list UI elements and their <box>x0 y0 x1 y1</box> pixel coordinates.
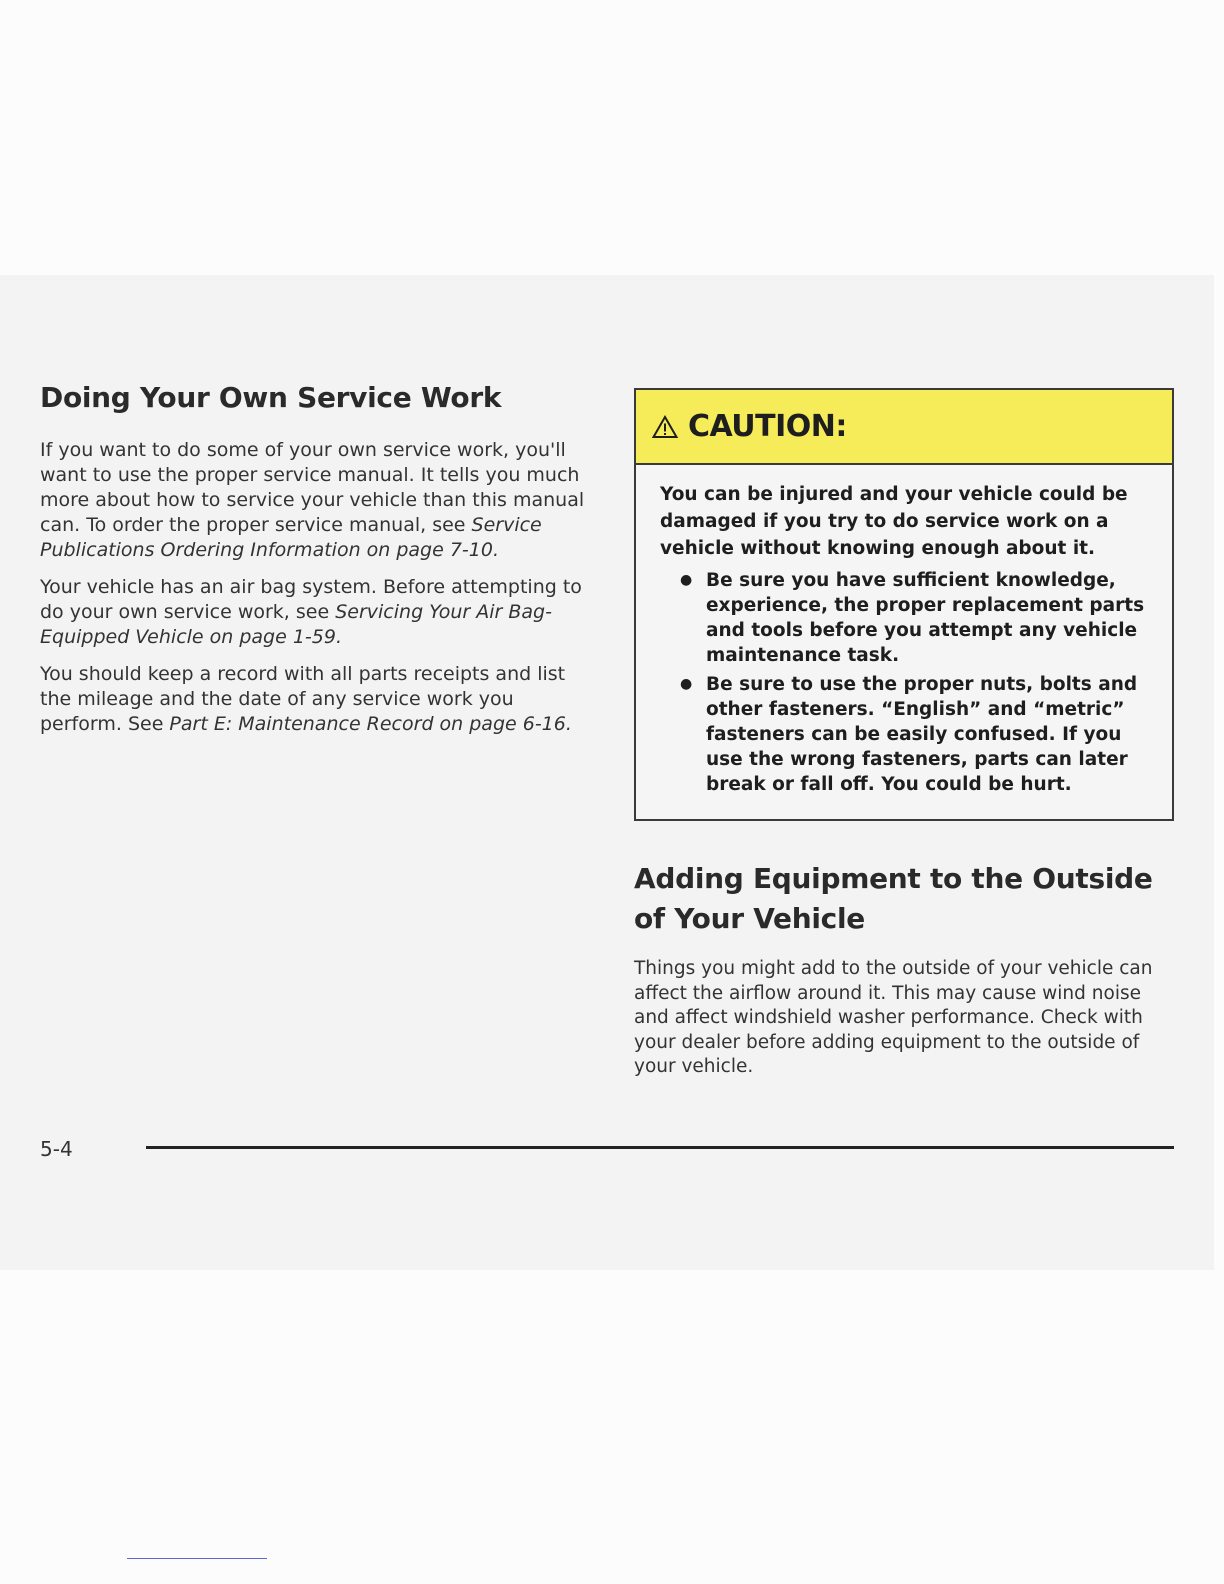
cross-reference-link[interactable]: Part E: Maintenance Record on page 6-16. <box>169 713 572 735</box>
section-heading-service-work: Doing Your Own Service Work <box>40 381 502 414</box>
cross-reference-link[interactable]: Service Publications Ordering Information on page 7-10. <box>40 514 542 561</box>
cross-reference-link[interactable]: Servicing Your Air Bag-Equipped Vehicle on page 1-59. <box>40 601 552 648</box>
section-heading-adding-equipment: Adding Equipment to the Outside of Your Vehicle <box>634 862 1153 935</box>
caution-list-item <box>660 568 1150 668</box>
warning-triangle-icon <box>652 415 678 439</box>
paragraph-record <box>40 662 595 737</box>
left-column <box>40 378 595 749</box>
caution-title: CAUTION: <box>688 409 847 444</box>
caution-box <box>634 388 1174 821</box>
paragraph-text: Your vehicle has an air bag system. Before attempting to do your own service work, see <box>40 576 582 623</box>
caution-item-text: Be sure to use the proper nuts, bolts and other fasteners. “English” and “metric” fasteners can be easily confused. If you use the wrong fasteners, parts can later break or fall off. You could be hurt. <box>706 674 1138 795</box>
bullet-icon: ● <box>680 676 693 692</box>
caution-body <box>636 465 1172 819</box>
right-column <box>634 388 1174 1092</box>
caution-list <box>660 568 1150 797</box>
page-number: 5-4 <box>40 1137 73 1161</box>
caution-item-text: Be sure you have sufficient knowledge, experience, the proper replacement parts and tools before you attempt any vehicle maintenance task. <box>706 570 1145 666</box>
link-underline <box>127 1558 267 1559</box>
paragraph-text: You should keep a record with all parts receipts and list the mileage and the date of any service work you perform. See <box>40 663 566 735</box>
caution-list-item <box>660 672 1150 797</box>
footer-divider <box>146 1146 1174 1149</box>
paragraph-text: If you want to do some of your own service work, you'll want to use the proper service manual. It tells you much more about how to service your vehicle than this manual can. To order the proper service manual, see <box>40 439 585 536</box>
paragraph-service-manual <box>40 438 595 563</box>
caution-header <box>636 390 1172 465</box>
paragraph-air-bag <box>40 575 595 650</box>
section-adding-equipment <box>634 859 1174 1080</box>
paragraph-adding-equipment: Things you might add to the outside of your vehicle can affect the airflow around it. This may cause wind noise and affect windshield washer performance. Check with your dealer before adding equipment to the outside of your vehicle. <box>634 958 1153 1077</box>
bullet-icon: ● <box>680 572 693 588</box>
caution-intro: You can be injured and your vehicle could be damaged if you try to do service work on a vehicle without knowing enough about it. <box>660 484 1128 559</box>
